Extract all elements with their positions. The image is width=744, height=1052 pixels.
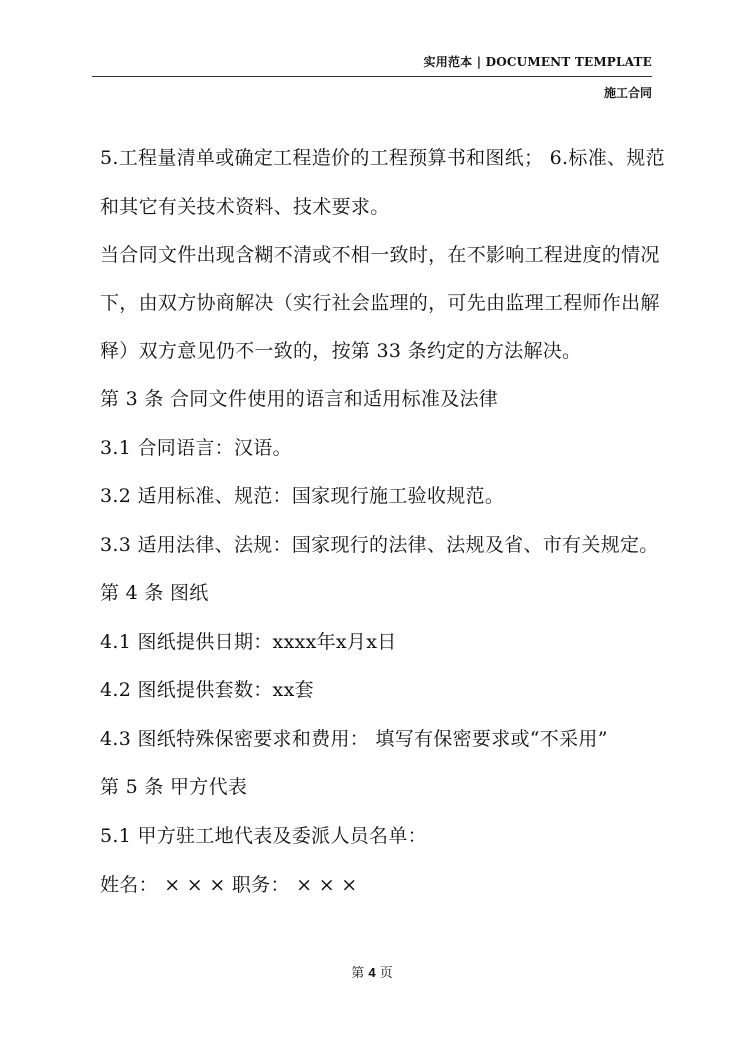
- header-divider: [92, 76, 652, 77]
- body-line: 姓名： × × × 职务： × × ×: [100, 874, 358, 896]
- page-footer: [0, 962, 744, 981]
- body-line: 5.1 甲方驻工地代表及委派人员名单：: [100, 825, 427, 847]
- footer-suffix: 页: [379, 966, 393, 981]
- section-heading: 第 5 条 甲方代表: [100, 776, 248, 798]
- body-line: 释）双方意见仍不一致的，按第 33 条约定的方法解决。: [100, 340, 582, 362]
- body-line: 和其它有关技术资料、技术要求。: [100, 196, 390, 218]
- body-line: 当合同文件出现含糊不清或不相一致时，在不影响工程进度的情况: [100, 244, 660, 266]
- section-heading: 第 4 条 图纸: [100, 582, 209, 604]
- footer-prefix: 第: [351, 966, 365, 981]
- page-number: 4: [368, 965, 376, 980]
- section-heading: 第 3 条 合同文件使用的语言和适用标准及法律: [100, 388, 499, 410]
- header-subtitle: 施工合同: [603, 86, 652, 100]
- body-line: 4.2 图纸提供套数：xx套: [100, 679, 314, 701]
- body-line: 下，由双方协商解决（实行社会监理的，可先由监理工程师作出解: [100, 292, 660, 314]
- body-line: 3.2 适用标准、规范：国家现行施工验收规范。: [100, 485, 505, 507]
- body-line: 4.3 图纸特殊保密要求和费用： 填写有保密要求或“不采用”: [100, 728, 608, 750]
- header-title: 实用范本 | DOCUMENT TEMPLATE: [423, 55, 652, 69]
- body-line: 4.1 图纸提供日期：xxxx年x月x日: [100, 631, 397, 653]
- body-line: 3.3 适用法律、法规：国家现行的法律、法规及省、市有关规定。: [100, 534, 659, 556]
- body-line: 3.1 合同语言：汉语。: [100, 437, 292, 459]
- body-line: 5.工程量清单或确定工程造价的工程预算书和图纸； 6.标准、规范: [100, 147, 665, 169]
